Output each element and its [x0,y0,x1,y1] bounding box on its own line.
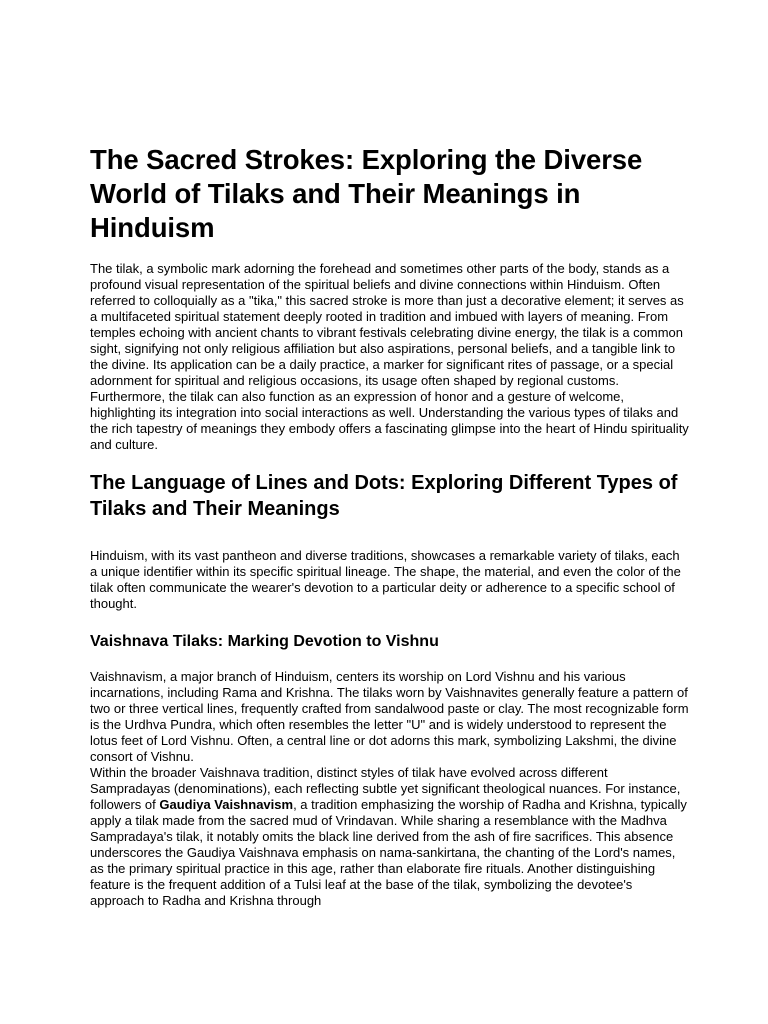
section-paragraph: Hinduism, with its vast pantheon and diverse traditions, showcases a remarkable variety of tilaks, each a unique identifier within its specific spiritual lineage. The shape, the material, and even the color of the tilak often communicate the wearer's devotion to a particular deity or adherence to a specific school of thought. [90,548,681,611]
document-page [90,143,690,909]
intro-paragraph: The tilak, a symbolic mark adorning the forehead and sometimes other parts of the body, stands as a profound visual representation of the spiritual beliefs and divine connections within Hinduism. Often referred to colloquially as a "tika," this sacred stroke is more than just a decorative element; it serves as a multifaceted spiritual statement deeply rooted in tradition and imbued with layers of meaning. From temples echoing with ancient chants to vibrant festivals celebrating divine energy, the tilak is a common sight, signifying not only religious affiliation but also aspirations, personal beliefs, and a tangible link to the divine. Its application can be a daily practice, a marker for significant rites of passage, or a special adornment for spiritual and religious occasions, its usage often shaped by regional customs. Furthermore, the tilak can also function as an expression of honor and a gesture of welcome, highlighting its integration into social interactions as well. Understanding the various types of tilaks and the rich tapestry of meanings they embody offers a fascinating glimpse into the heart of Hindu spirituality and culture. [90,261,689,452]
vaishnava-paragraph-2-text-before: Within the broader Vaishnava tradition, distinct styles of tilak have evolved across different Sampradayas (denominations), each reflecting subtle yet significant theological nuances. For instance, followers of [90,765,681,812]
vaishnava-paragraph-1: Vaishnavism, a major branch of Hinduism, centers its worship on Lord Vishnu and his various incarnations, including Rama and Krishna. The tilaks worn by Vaishnavites generally feature a pattern of two or three vertical lines, frequently crafted from sandalwood paste or clay. The most recognizable form is the Urdhva Pundra, which often resembles the letter "U" and is widely understood to represent the lotus feet of Lord Vishnu. Often, a central line or dot adorns this mark, symbolizing Lakshmi, the divine consort of Vishnu. [90,669,689,764]
gaudiya-vaishnavism-term: Gaudiya Vaishnavism [159,797,294,812]
vaishnava-paragraph-2-text-after: , a tradition emphasizing the worship of Radha and Krishna, typically apply a tilak made from the sacred mud of Vrindavan. While sharing a resemblance with the Madhva Sampradaya's tilak, it notably omits the black line derived from the ash of fire sacrifices. This absence underscores the Gaudiya Vaishnava emphasis on nama-sankirtana, the chanting of the Lord's names, as the primary spiritual practice in this age, rather than elaborate fire rituals. Another distinguishing feature is the frequent addition of a Tulsi leaf at the base of the tilak, symbolizing the devotee's approach to Radha and Krishna through [90,797,687,908]
document-title: The Sacred Strokes: Exploring the Diverse World of Tilaks and Their Meanings in Hinduism [90,144,643,243]
vaishnava-paragraph-2 [90,765,690,909]
subsection-heading: Vaishnava Tilaks: Marking Devotion to Vishnu [90,633,439,650]
section-heading: The Language of Lines and Dots: Exploring Different Types of Tilaks and Their Meanings [90,472,678,520]
